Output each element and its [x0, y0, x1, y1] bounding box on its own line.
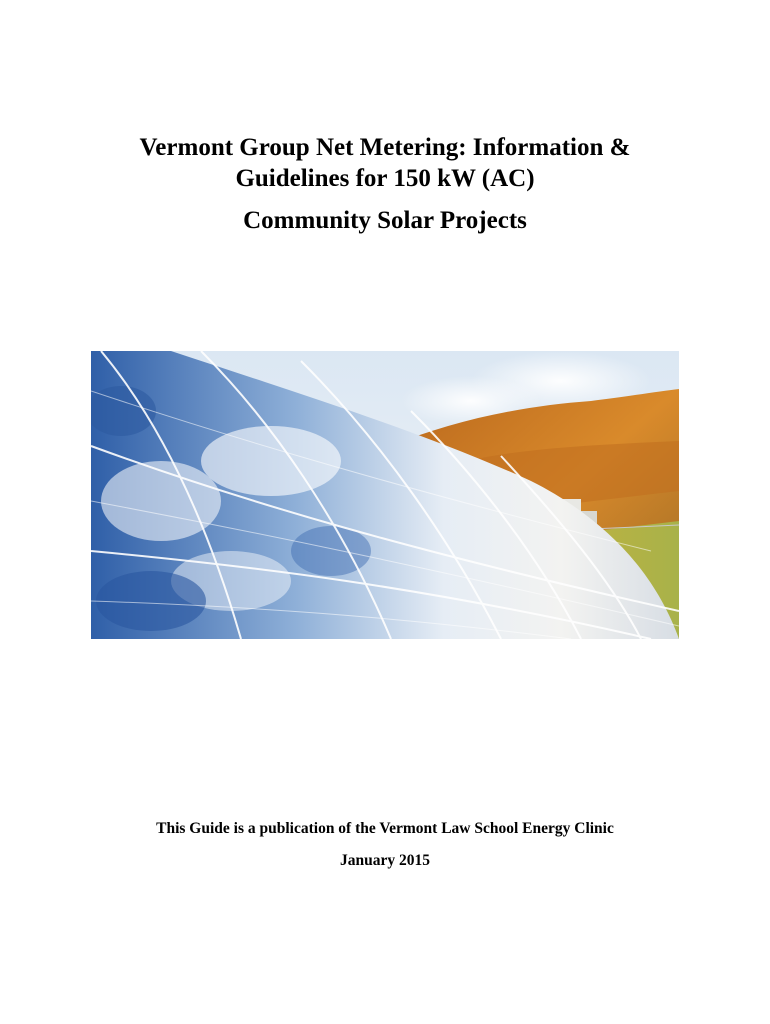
publication-date: January 2015 — [340, 852, 430, 869]
cover-photo — [91, 351, 679, 639]
document-title-line-1: Vermont Group Net Metering: Information & — [139, 134, 631, 161]
document-subtitle: Community Solar Projects — [243, 207, 527, 234]
document-title-line-2: Guidelines for 150 kW (AC) — [235, 165, 535, 192]
publisher-line: This Guide is a publication of the Vermont Law School Energy Clinic — [156, 820, 614, 837]
title-block — [0, 132, 770, 236]
solar-panel-photo-icon — [91, 351, 679, 639]
footer-block — [0, 818, 770, 872]
